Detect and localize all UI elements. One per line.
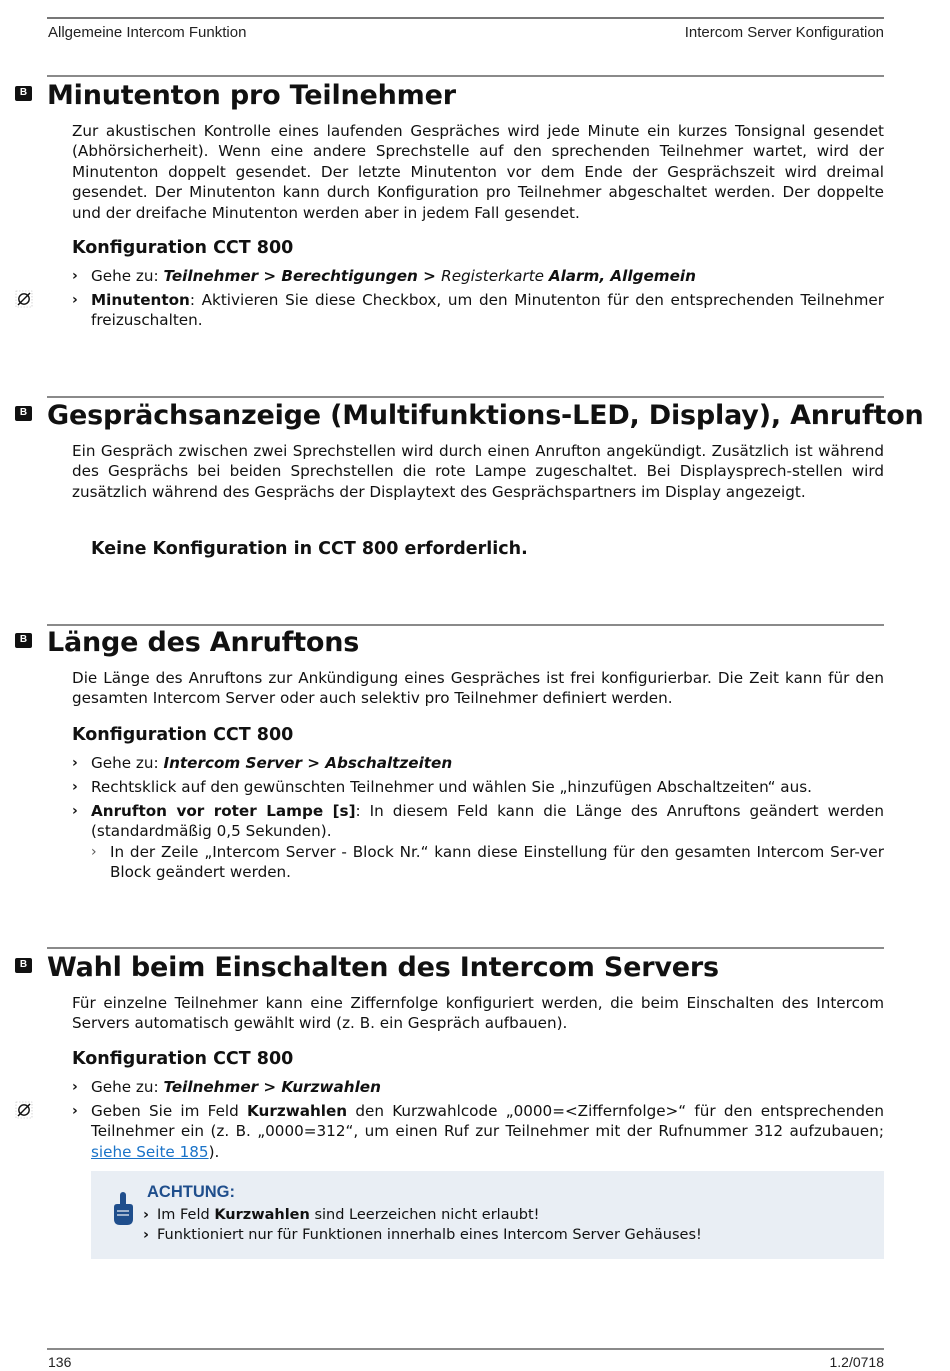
header-rule — [47, 17, 884, 19]
chevron-right-icon: › — [143, 1227, 149, 1243]
header-right: Intercom Server Konfiguration — [684, 24, 884, 41]
page-number: 136 — [48, 1354, 72, 1370]
section-paragraph: Für einzelne Teilnehmer kann eine Ziffernfolge konfiguriert werden, die beim Einschalten des Intercom Servers automatisch gewählt wird (z. B. ein Gespräch aufbauen). — [72, 994, 884, 1033]
section-badge-icon: B — [15, 86, 32, 101]
callout-item: › Funktioniert nur für Funktionen innerhalb eines Intercom Server Gehäuses! — [143, 1227, 702, 1243]
version-label: 1.2/0718 — [829, 1354, 884, 1370]
section-rule — [47, 75, 884, 77]
chevron-right-icon: › — [72, 779, 78, 795]
section-rule — [47, 947, 884, 949]
section-paragraph: Zur akustischen Kontrolle eines laufenden Gespräches wird jede Minute ein kurzes Tonsignal gesendet (Abhörsicherheit). Wenn eine andere Sprechstelle auf den sprechenden Teilnehmer wartet, wird der Minutenton doppelt gesendet. Der letzte Minutenton vor dem Ende der Gesprächszeit wird dreimal gesendet. Der Minutenton kann durch Konfiguration pro Teilnehmer abgeschaltet werden. Der doppelte und der dreifache Minutenton werden aber in jedem Fall gesendet. — [72, 122, 884, 222]
section-badge-icon: B — [15, 633, 32, 648]
chevron-right-icon: › — [143, 1207, 149, 1223]
section-rule — [47, 396, 884, 398]
pointing-hand-icon — [111, 1191, 135, 1227]
subheading-konfiguration: Konfiguration CCT 800 — [72, 725, 294, 745]
no-config-note: Keine Konfiguration in CCT 800 erforderlich. — [91, 539, 528, 559]
warning-callout — [91, 1171, 884, 1259]
chevron-right-icon: › — [72, 268, 78, 284]
chevron-right-icon: › — [72, 755, 78, 771]
section-badge-icon: B — [15, 958, 32, 973]
chevron-right-outline-icon: › — [91, 844, 97, 860]
subheading-konfiguration: Konfiguration CCT 800 — [72, 238, 294, 258]
list-item: › Gehe zu: Teilnehmer > Kurzwahlen — [72, 1078, 381, 1096]
list-item: › Rechtsklick auf den gewünschten Teilnehmer und wählen Sie „hinzufügen Abschaltzeiten“ aus. — [72, 778, 812, 796]
section-badge-icon: B — [15, 406, 32, 421]
crossed-circle-note-icon — [15, 1101, 33, 1119]
section-paragraph: Ein Gespräch zwischen zwei Sprechstellen wird durch einen Anrufton angekündigt. Zusätzlich ist während des Gesprächs bei beiden Sprechstellen die rote Lampe zugeschaltet. Bei Displaysprech-stellen wird zusätzlich während des Gesprächs der Displaytext des Gesprächspartners im Display angezeigt. — [72, 442, 884, 501]
chevron-right-icon: › — [72, 1103, 78, 1119]
section-title-laenge-anruftons: Länge des Anruftons — [47, 627, 360, 658]
section-title-wahl-beim-einschalten: Wahl beim Einschalten des Intercom Servers — [47, 952, 719, 983]
header-left: Allgemeine Intercom Funktion — [48, 24, 247, 41]
section-paragraph: Die Länge des Anruftons zur Ankündigung eines Gespräches ist frei konfigurierbar. Die Zeit kann für den gesamten Intercom Server oder auch selektiv pro Teilnehmer definiert werden. — [72, 669, 884, 708]
section-title-minutenton: Minutenton pro Teilnehmer — [47, 80, 456, 111]
chevron-right-icon: › — [72, 803, 78, 819]
sub-list-item: › In der Zeile „Intercom Server - Block Nr.“ kann diese Einstellung für den gesamten Intercom Ser-ver Block geändert werden. — [91, 843, 884, 882]
chevron-right-icon: › — [72, 292, 78, 308]
subheading-konfiguration: Konfiguration CCT 800 — [72, 1049, 294, 1069]
crossed-circle-note-icon — [15, 290, 33, 308]
list-item: › Gehe zu: Teilnehmer > Berechtigungen > Registerkarte Alarm, Allgemein — [72, 267, 696, 285]
chevron-right-icon: › — [72, 1079, 78, 1095]
section-rule — [47, 624, 884, 626]
callout-title: ACHTUNG: — [147, 1183, 235, 1201]
list-item: › Gehe zu: Intercom Server > Abschaltzeiten — [72, 754, 453, 772]
list-item: › Minutenton: Aktivieren Sie diese Checkbox, um den Minutenton für den entsprechenden Teilnehmer freizuschalten. — [72, 291, 884, 330]
footer-rule — [47, 1348, 884, 1350]
page-link[interactable]: siehe Seite 185 — [91, 1142, 209, 1161]
callout-item: › Im Feld Kurzwahlen sind Leerzeichen nicht erlaubt! — [143, 1207, 540, 1223]
section-title-gespraechsanzeige: Gesprächsanzeige (Multifunktions-LED, Display), Anrufton — [47, 400, 924, 431]
list-item: › Geben Sie im Feld Kurzwahlen den Kurzwahlcode „0000=<Ziffernfolge>“ für den entsprechenden Teilnehmer ein (z. B. „0000=312“, um einen Ruf zur Teilnehmer mit der Rufnummer 312 aufzubauen; siehe Seite 185). — [72, 1102, 884, 1161]
list-item: › Anrufton vor roter Lampe [s]: In diesem Feld kann die Länge des Anruftons geändert werden (standardmäßig 0,5 Sekunden). — [72, 802, 884, 841]
